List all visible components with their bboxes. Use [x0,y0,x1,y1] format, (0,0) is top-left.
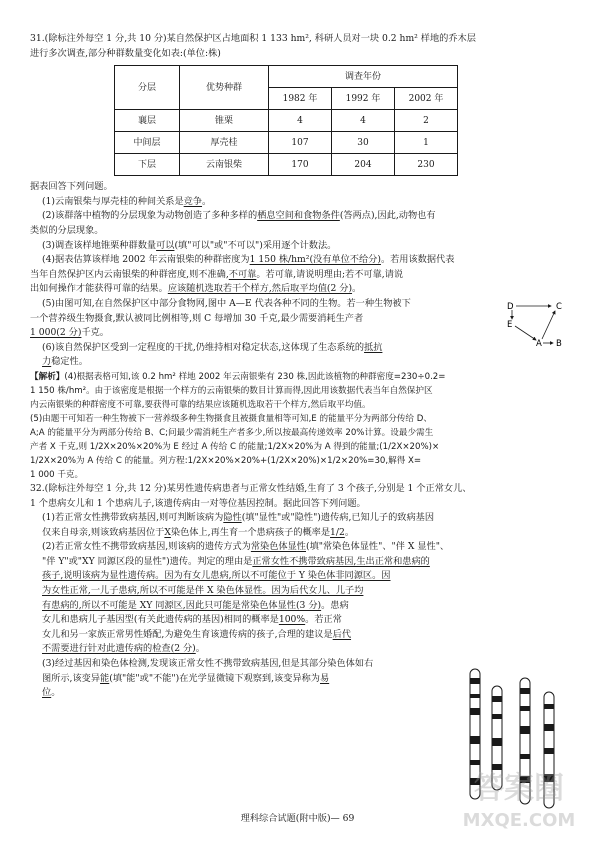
value-cell: 170 [269,154,332,176]
explanation-tag: 【解析】 [30,371,65,382]
answer-text: 1 150 株/hm²(没有单位不给分) [249,254,381,266]
band-icon [544,704,554,709]
q31-part5-line3: 1 000(2 分)千克。 [30,327,109,339]
year-1982: 1982 年 [269,88,332,110]
q32-stem-line1: 32.(除标注外每空 1 分,共 12 分)某男性遗传病患者与正常女性结婚,生育了 3 个孩子,分别是 1 个正常女儿、 [30,482,472,494]
exam-page [30,32,568,701]
q31-part3: (3)调查该样地锥栗种群数量可以(填"可以"或"不可以")采用逐个计数法。 [42,239,337,251]
band-icon [492,738,502,746]
q32-part3-line2: 图所示,该变异能(填"能"或"不能")在光学显微镜下观察到,该变异称为易 [42,672,330,684]
q31-part5-line2: 一个营养级生物摄食,默认被同比例相等,则 C 每增加 30 千克,最少需要消耗生产者 [30,312,364,324]
q31-part4: (4)据表估算该样地 2002 年云南银柴的种群密度为1 150 株/hm²(没有单位不给分)。若用该数据代表 [42,254,455,266]
answer-text: 后代 [332,628,352,640]
answer-text: 位 [42,687,52,699]
answer-text: 不需要进行针对此遗传病的检查(2 分) [42,643,196,655]
value-cell: 4 [332,110,395,132]
answer-text: 1 000(2 分) [30,327,82,339]
value-cell: 230 [395,154,458,176]
table-row [115,154,458,176]
q32-part2-line5: 有患病的,所以不可能是 XY 同源区,因此只可能是常染色体显性(3 分)。患病 [42,599,349,611]
layer-cell: 中间层 [115,132,180,154]
q32-part3-line3: 位。 [42,687,61,699]
band-icon [520,726,530,734]
web-node-label: D [507,301,514,312]
table-row [115,132,458,154]
answer-text: 常染色体显性 [250,541,306,553]
q31-stem-line2: 进行多次调查,部分种群数量变化如表:(单位:株) [30,47,221,59]
answer-text: 可以 [156,239,175,251]
watermark-text: 答案圈 [474,771,564,806]
answer-text: X [164,526,171,538]
q32-part2-line6: 女儿和患病儿子基因型(有关此遗传病的基因)相同的概率是100%。若正常 [42,614,342,626]
web-node-label: C [556,301,562,312]
species-cell: 厚壳桂 [180,132,269,154]
layer-cell: 下层 [115,154,180,176]
web-arrow [515,326,536,340]
q31-intro: 据表回答下列问题。 [30,181,113,193]
web-node-label: A [536,338,542,349]
answer-text: 抵抗 [364,341,383,353]
food-web-diagram [504,299,566,349]
answer-text: 1/2 [330,526,345,538]
q32-part2-line2: "伴 Y"或"XY 同源区段的显性")遗传。判定的理由是正常女性不携带致病基因,生出正常和患病的 [42,555,430,567]
q31-stem-line1: 31.(除标注外每空 1 分,共 10 分)某自然保护区占地面积 1 133 hm², 科研人员对一块 0.2 hm² 样地的乔木层 [30,33,476,44]
band-icon [492,714,502,719]
band-icon [492,696,502,702]
value-cell: 4 [269,110,332,132]
q32-part2-line4 [30,584,568,599]
species-cell: 云南银柴 [180,154,269,176]
q31-part4-line2: 当年自然保护区内云南银柴的种群密度,则不准确,不可靠。若可靠,请说明理由;若不可靠,请说 [30,268,404,280]
species-cell: 锥栗 [180,110,269,132]
answer-text: 竞争 [183,195,203,207]
band-icon [470,694,480,698]
answer-text: 正常女性不携带致病基因,生出正常和患病的 [252,555,430,567]
value-cell: 204 [332,154,395,176]
q31-part5-line1: (5)由图可知,在自然保护区中部分食物网,图中 A—E 代表各种不同的生物。若一种生物被下 [42,297,411,309]
header-species: 优势种群 [180,66,269,110]
answer-text: 100% [278,614,306,626]
web-node-label: E [507,319,513,330]
q32-part2-line7: 女儿和另一家族正常男性婚配,为避免生育该遗传病的孩子,合理的建议是后代 [42,628,352,640]
band-icon [544,748,554,754]
header-layer: 分层 [115,66,180,110]
answer-text: 易 [319,672,330,684]
value-cell: 30 [332,132,395,154]
q32-part1-cont: 仅来自母亲,则该致病基因位于X染色体上,再生育一个患病孩子的概率是1/2。 [42,526,354,538]
answer-text: 不可靠 [228,268,257,280]
value-cell: 2 [395,110,458,132]
watermark-logo [449,756,589,836]
answer-text: 力 [42,356,52,368]
answer-text: 隐性 [223,512,242,524]
web-node-label: B [556,338,562,349]
q31-part6: (6)该自然保护区受到一定程度的干扰,仍维持相对稳定状态,这体现了生态系统的抵抗 [42,341,383,353]
year-1992: 1992 年 [332,88,395,110]
value-cell: 1 [395,132,458,154]
band-icon [470,708,480,715]
web-arrow [542,311,555,339]
header-years: 调查年份 [269,66,458,88]
band-icon [544,724,554,731]
q32-part2-line8: 不需要进行针对此遗传病的检查(2 分)。 [42,643,205,655]
q32-part2: (2)若正常女性不携带致病基因,则该病的遗传方式为常染色体显性(填"常染色体显性"、"伴 X 显性"、 [42,541,450,553]
q31-explanation: 【解析】(4)根据表格可知,该 0.2 hm² 样地 2002 年云南银柴有 230 株,因此该植物的种群密度=230÷0.2= 1 150 株/hm²。由于该密度是根据一个样方的云南银柴的数目计算而得,因此用该数据代表当年自然保护区 内云南银柴的种群密度不可靠,要获得可靠的结果应该随机选取若干个样方,然后取平均值。 (5)由题干可知若一种生物被下一营养级多种生物摄食且被摄食量相等可知,E 的能量平分为两部分传给 D、 A;A 的能量平分为两部分传给 B、C;问最少需消耗生产者多少,所以按最高传递效率 20%计算。设最少需生 产者 X 千克,则 1/2X×20%×20%为 E 经过 A 传给 C 的能量;1/2X×20%为 A 得到的能量;(1/2X×20%)× 1/2X×20%为 A 传给 C 的能量。列方程:1/2X×20%×20%+(1/2X×20%)×1/2×20%=30,解得 X= 1 000 千克。 [30,371,446,480]
band-icon [470,678,480,684]
answer-text: 能 [100,672,110,684]
band-icon [470,736,480,744]
band-icon [520,688,530,694]
answer-text: 有患病的,所以不可能是 XY 同源区,因此只可能是常染色体显性(3 分) [42,599,322,611]
band-icon [520,706,530,711]
q31-part6-cont: 力稳定性。 [42,356,88,368]
q32-stem-line2: 1 个患病女儿和 1 个患病儿子,该遗传病由一对等位基因控制。据此回答下列问题。 [30,497,366,509]
answer-text: 孩子,说明该病为显性遗传病。因为有女儿患病,所以不可能位于 Y 染色体非同源区。因 [42,570,391,582]
q31-part4-line3: 出如何操作才能获得可靠的结果。应该随机选取若干个样方,然后取平均值(2 分)。 [30,283,362,295]
survey-table [114,65,458,176]
answer-text: 应该随机选取若干个样方,然后取平均值(2 分) [167,283,353,295]
answer-text: 栖息空间和食物条件 [257,210,340,222]
value-cell: 107 [269,132,332,154]
layer-cell: 襄层 [115,110,180,132]
answer-text: 为女性正常,一儿子患病,所以不可能是伴 X 染色体显性。因为后代女儿、儿子均 [42,585,364,597]
q31-part1: (1)云南银柴与厚壳桂的种间关系是竞争。 [42,195,212,207]
table-row [115,110,458,132]
q32-part3: (3)经过基因和染色体检测,发现该正常女性不携带致病基因,但是其部分染色体如右 [42,658,374,670]
year-2002: 2002 年 [395,88,458,110]
q32-part2-line3 [30,569,568,584]
watermark-url: MXQE.COM [462,810,576,831]
q31-part2-cont: 类似的分层现象。 [30,224,104,236]
q31-part2: (2)该群落中植物的分层现象为动物创造了多种多样的栖息空间和食物条件(答两点),因此,动物也有 [42,210,436,222]
q32-part1: (1)若正常女性携带致病基因,则可判断该病为隐性(填"显性"或"隐性")遗传病,已知儿子的致病基因 [42,512,435,524]
page-footer: 理科综合试题(附中版)— 69 [240,813,355,824]
